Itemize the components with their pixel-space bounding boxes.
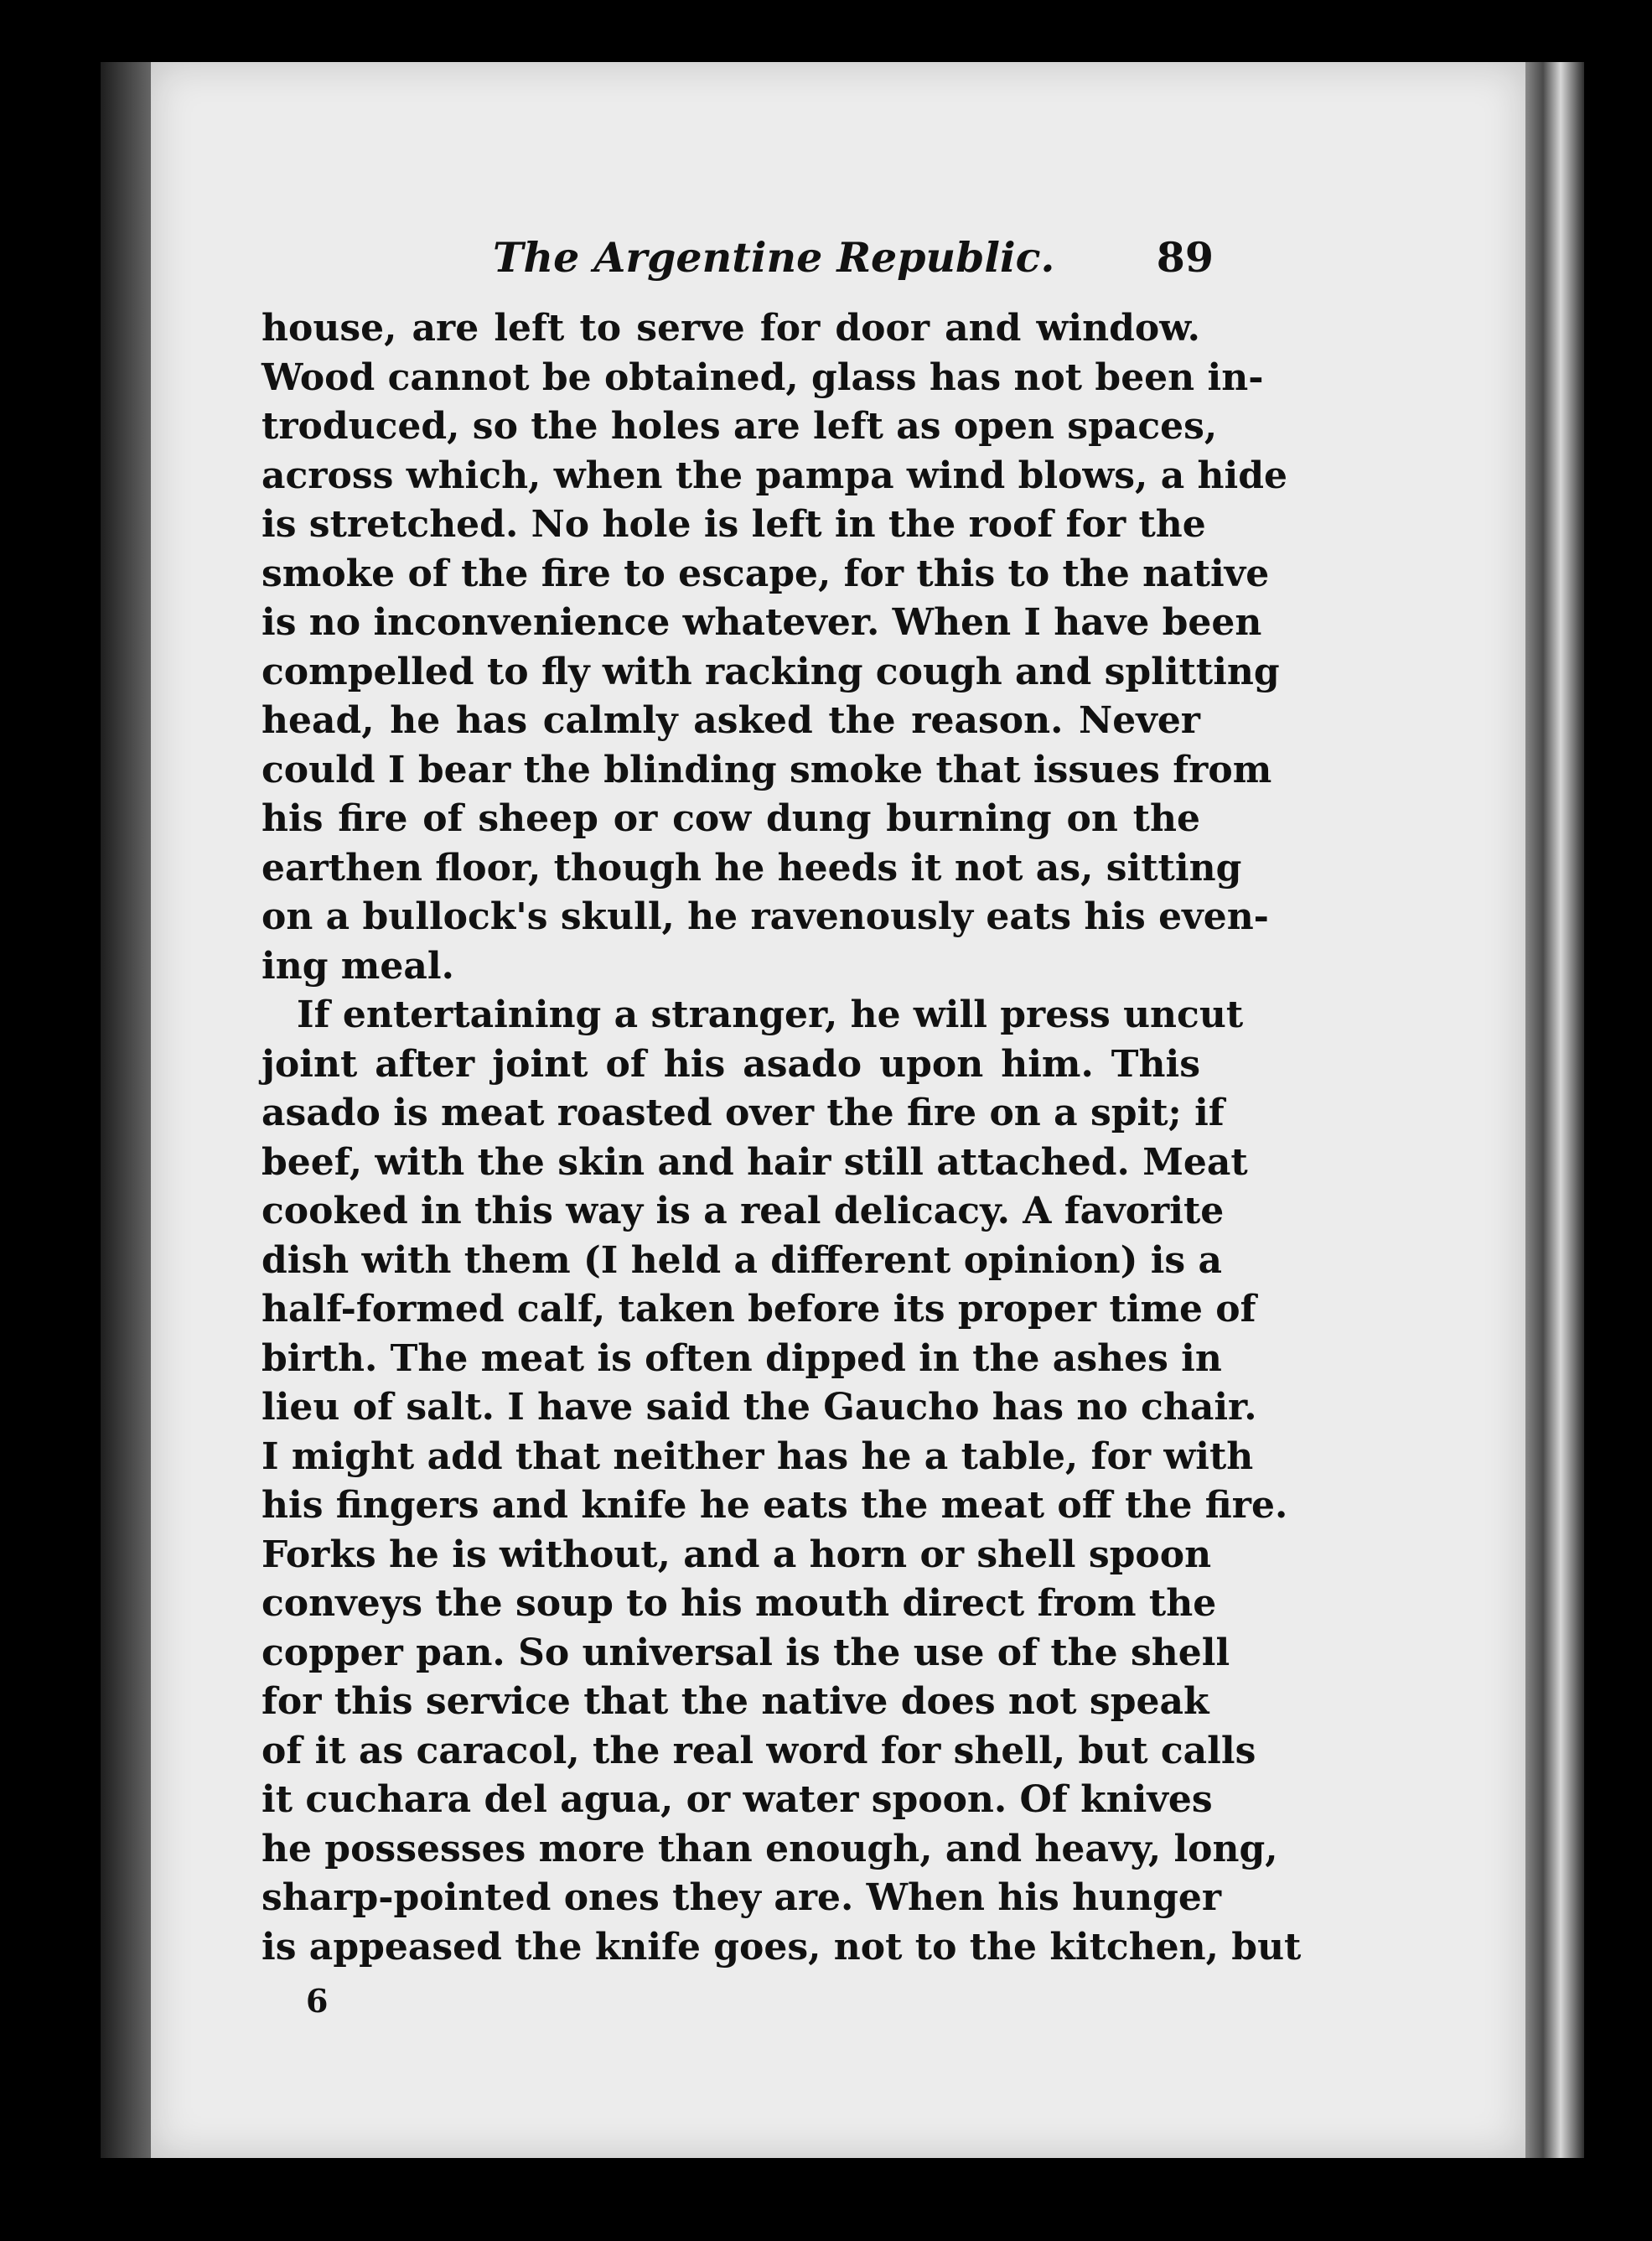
page-number: 89 xyxy=(1156,233,1214,282)
text-line: dish with them (I held a different opinion) is a xyxy=(262,1238,1223,1282)
text-line: lieu of salt. I have said the Gaucho has no chair. xyxy=(262,1386,1257,1429)
text-line: on a bullock's skull, he ravenously eats his even- xyxy=(262,895,1269,938)
text-line: half-formed calf, taken before its proper time of xyxy=(262,1288,1256,1331)
body-text xyxy=(262,304,1302,1972)
text-line: it cuchara del agua, or water spoon. Of knives xyxy=(262,1778,1213,1821)
text-line: smoke of the fire to escape, for this to the native xyxy=(262,552,1270,595)
signature-mark: 6 xyxy=(306,1982,329,2020)
text-line: beef, with the skin and hair still attached. Meat xyxy=(262,1140,1248,1184)
text-line: is no inconvenience whatever. When I have been xyxy=(262,601,1262,644)
text-line: is stretched. No hole is left in the roof for the xyxy=(262,503,1206,546)
text-line: birth. The meat is often dipped in the ashes in xyxy=(262,1336,1222,1380)
text-line: conveys the soup to his mouth direct from the xyxy=(262,1582,1217,1625)
text-line: house, are left to serve for door and window. xyxy=(262,307,1200,350)
text-line: I might add that neither has he a table, for with xyxy=(262,1434,1254,1478)
text-line: earthen floor, though he heeds it not as, sitting xyxy=(262,846,1242,890)
running-header xyxy=(493,233,1214,292)
text-line: asado is meat roasted over the fire on a spit; if xyxy=(262,1092,1225,1134)
text-line: for this service that the native does not speak xyxy=(262,1680,1209,1723)
running-title: The Argentine Republic. xyxy=(493,233,1055,282)
text-line: sharp-pointed ones they are. When his hunger xyxy=(262,1876,1222,1919)
text-line: he possesses more than enough, and heavy, long, xyxy=(262,1827,1278,1870)
text-line: compelled to fly with racking cough and splitting xyxy=(262,650,1280,693)
text-line: ing meal. xyxy=(262,944,454,988)
text-line: of it as caracol, the real word for shell, but calls xyxy=(262,1729,1256,1772)
text-line: If entertaining a stranger, he will press uncut xyxy=(297,993,1244,1036)
text-line: is appeased the knife goes, not to the kitchen, but xyxy=(262,1925,1302,1969)
text-line: Wood cannot be obtained, glass has not been in- xyxy=(262,355,1264,399)
right-page-edges xyxy=(1525,62,1584,2158)
text-line: head, he has calmly asked the reason. Never xyxy=(262,699,1200,742)
text-line: copper pan. So universal is the use of the shell xyxy=(262,1631,1230,1674)
text-line: his fire of sheep or cow dung burning on the xyxy=(262,797,1200,840)
text-line: Forks he is without, and a horn or shell spoon xyxy=(262,1533,1212,1576)
text-line: could I bear the blinding smoke that issues from xyxy=(262,748,1272,791)
text-line: across which, when the pampa wind blows, a hide xyxy=(262,454,1287,497)
text-line: cooked in this way is a real delicacy. A favorite xyxy=(262,1190,1225,1232)
left-page-edge xyxy=(101,62,151,2158)
text-line: troduced, so the holes are left as open spaces, xyxy=(262,405,1218,448)
text-line: joint after joint of his asado upon him. This xyxy=(262,1042,1200,1086)
text-line: his fingers and knife he eats the meat off the fire. xyxy=(262,1484,1288,1527)
